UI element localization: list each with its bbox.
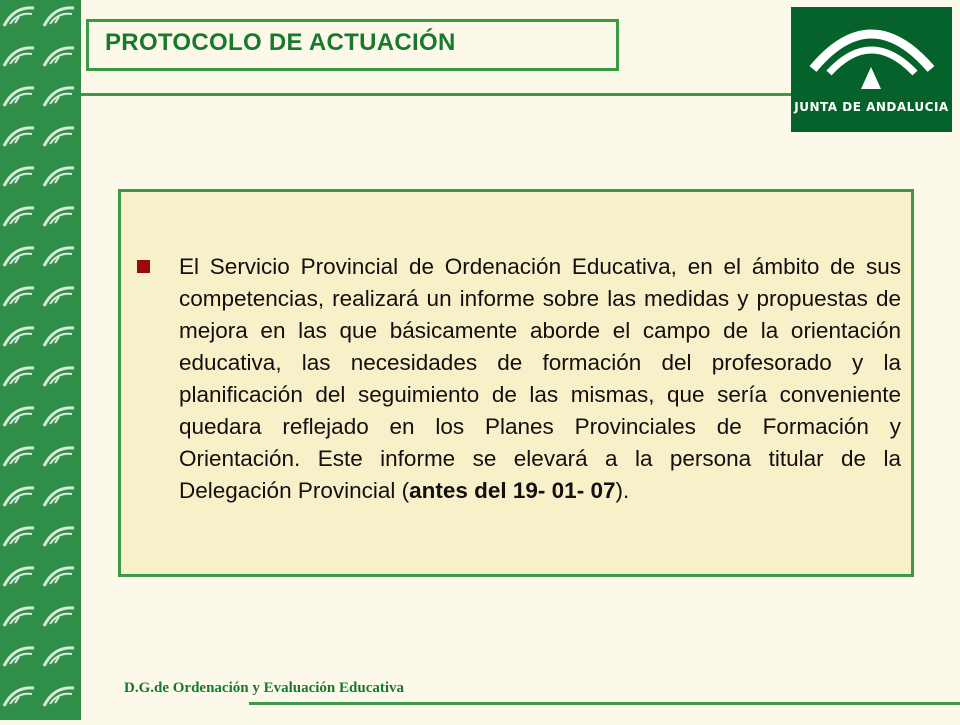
title-box — [86, 19, 619, 71]
square-bullet-icon — [137, 260, 150, 273]
logo-emblem-icon — [791, 7, 952, 97]
content-box — [118, 189, 914, 577]
header-divider — [81, 93, 791, 96]
footer-label: D.G.de Ordenación y Evaluación Educativa — [124, 680, 405, 696]
decorative-side-strip — [0, 0, 81, 720]
junta-de-andalucia-logo — [791, 7, 952, 132]
paragraph-main: El Servicio Provincial de Ordenación Educativa, en el ámbito de sus competencias, realizará un informe sobre las medidas y propuestas de mejora en las que básicamente aborde el campo de la orientación educativa, las necesidades de formación del profesorado y la planificación del seguimiento de las mismas, que sería conveniente quedara reflejado en los Planes Provinciales de Formación y Orientación. Este informe se elevará a la persona titular de la Delegación Provincial ( — [179, 254, 901, 503]
paragraph-end: ). — [615, 478, 630, 503]
deadline-date: antes del 19- 01- 07 — [409, 478, 616, 503]
page-title: PROTOCOLO DE ACTUACIÓN — [105, 29, 456, 56]
body-paragraph — [179, 251, 901, 507]
logo-label: JUNTA DE ANDALUCIA — [794, 100, 949, 114]
footer-divider — [249, 702, 960, 705]
arch-pattern-icon — [0, 0, 81, 720]
